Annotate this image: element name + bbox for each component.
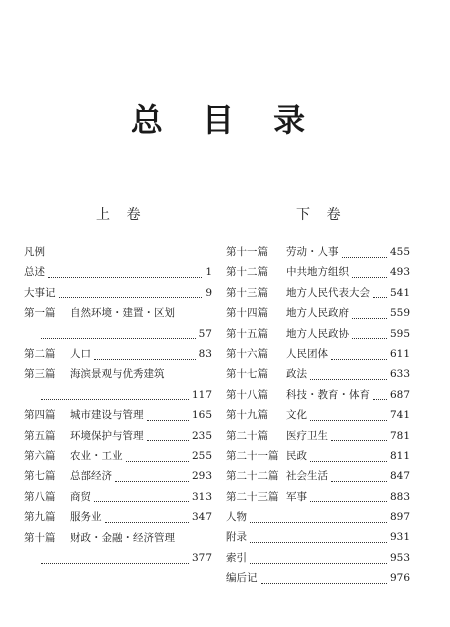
lower-volume-heading: 下 卷 [296, 207, 347, 223]
toc-chapter-title: 社会生活 [286, 470, 328, 483]
toc-entry[interactable] [226, 527, 410, 547]
toc-chapter-number: 第七篇 [24, 470, 56, 483]
toc-chapter-number: 第十四篇 [226, 307, 268, 320]
toc-entry[interactable] [226, 426, 410, 446]
toc-leader-dots [342, 251, 387, 258]
toc-leader-dots [310, 455, 387, 462]
toc-entry[interactable] [24, 242, 212, 262]
toc-chapter-number: 第十九篇 [226, 409, 268, 422]
toc-chapter-title: 劳动・人事 [286, 246, 339, 258]
toc-entry[interactable] [226, 344, 410, 364]
toc-leader-dots [373, 393, 387, 400]
toc-leader-dots [48, 271, 202, 278]
toc-leader-dots [352, 312, 387, 319]
toc-chapter-title: 财政・金融・经济管理 [70, 531, 175, 544]
toc-chapter-title: 附录 [226, 531, 247, 544]
toc-leader-dots [310, 373, 387, 380]
toc-page-number: 541 [389, 286, 410, 299]
toc-chapter-number: 第二十篇 [226, 429, 268, 442]
toc-page-number: 377 [191, 551, 212, 564]
toc-leader-dots [105, 516, 189, 523]
toc-entry[interactable] [226, 324, 410, 344]
toc-chapter-title: 编后记 [226, 572, 258, 585]
toc-page-number: 953 [389, 551, 410, 564]
toc-entry[interactable] [24, 405, 212, 425]
toc-page-number: 611 [389, 347, 410, 360]
toc-entry[interactable] [24, 446, 212, 466]
toc-leader-dots [261, 577, 387, 584]
upper-volume-toc [24, 242, 212, 568]
toc-chapter-title: 农业・工业 [70, 449, 123, 462]
toc-entry[interactable] [226, 487, 410, 507]
toc-leader-dots [331, 434, 387, 441]
toc-entry[interactable] [226, 568, 410, 588]
toc-entry[interactable] [24, 283, 212, 303]
toc-leader-dots [41, 393, 189, 400]
toc-page-number: 811 [389, 449, 410, 462]
toc-chapter-number: 第十二篇 [226, 266, 268, 279]
toc-chapter-title: 人口 [70, 347, 91, 360]
toc-chapter-title: 文化 [286, 409, 307, 422]
toc-entry[interactable] [226, 548, 410, 568]
toc-page-number: 931 [389, 531, 410, 544]
toc-chapter-title: 总述 [24, 266, 45, 279]
toc-chapter-number: 第八篇 [24, 490, 56, 503]
toc-chapter-title: 商贸 [70, 490, 91, 503]
toc-chapter-number: 第一篇 [24, 307, 56, 320]
toc-chapter-title: 大事记 [24, 286, 56, 299]
toc-leader-dots [94, 495, 189, 502]
toc-leader-dots [352, 271, 387, 278]
toc-entry[interactable] [226, 283, 410, 303]
toc-leader-dots [373, 291, 387, 298]
toc-page-number: 493 [389, 266, 410, 279]
toc-chapter-title: 政法 [286, 368, 307, 381]
toc-entry[interactable] [226, 466, 410, 486]
toc-chapter-number: 第二十三篇 [226, 490, 279, 503]
toc-page-number: 633 [389, 368, 410, 381]
toc-leader-dots [331, 475, 387, 482]
toc-page-number: 595 [389, 327, 410, 340]
toc-page-number: 293 [191, 470, 212, 483]
toc-chapter-number: 第二篇 [24, 347, 56, 360]
toc-page-number: 741 [389, 409, 410, 422]
toc-entry[interactable] [24, 303, 212, 344]
toc-chapter-number: 第二十一篇 [226, 449, 279, 462]
toc-leader-dots [147, 414, 189, 421]
toc-page-number: 9 [205, 286, 212, 299]
toc-entry[interactable] [226, 446, 410, 466]
toc-page-number: 165 [191, 409, 212, 422]
toc-leader-dots [310, 495, 387, 502]
toc-entry[interactable] [24, 507, 212, 527]
toc-page-number: 347 [191, 511, 212, 524]
toc-entry-line [24, 364, 212, 384]
toc-leader-dots [250, 536, 387, 543]
toc-entry[interactable] [226, 364, 410, 384]
toc-leader-dots [59, 291, 203, 298]
toc-chapter-title: 医疗卫生 [286, 429, 328, 442]
toc-page-number: 117 [191, 388, 212, 401]
toc-chapter-title: 地方人民政协 [286, 327, 349, 340]
toc-entry-line [24, 528, 212, 548]
toc-entry[interactable] [24, 466, 212, 486]
toc-chapter-title: 地方人民代表大会 [286, 286, 370, 299]
toc-entry[interactable] [226, 242, 410, 262]
toc-leader-dots [126, 455, 189, 462]
toc-page-number: 883 [389, 490, 410, 503]
toc-chapter-number: 第十五篇 [226, 327, 268, 340]
toc-chapter-title: 总部经济 [70, 470, 112, 483]
toc-chapter-number: 第十八篇 [226, 388, 268, 401]
upper-volume-heading: 上 卷 [96, 207, 147, 223]
toc-leader-dots [331, 353, 387, 360]
toc-leader-dots [250, 557, 387, 564]
toc-page-number: 687 [389, 388, 410, 401]
toc-page-number: 235 [191, 429, 212, 442]
toc-page-number: 313 [191, 490, 212, 503]
toc-page-number: 83 [198, 347, 212, 360]
toc-chapter-number: 第四篇 [24, 409, 56, 422]
toc-entry[interactable] [226, 262, 410, 282]
toc-entry[interactable] [226, 303, 410, 323]
toc-entry-line [24, 548, 212, 568]
toc-chapter-title: 城市建设与管理 [70, 409, 144, 422]
toc-chapter-title: 人民团体 [286, 347, 328, 360]
toc-page-number: 781 [389, 429, 410, 442]
toc-entry[interactable] [24, 528, 212, 569]
toc-chapter-number: 第三篇 [24, 368, 56, 381]
toc-entry[interactable] [24, 487, 212, 507]
toc-page-number: 897 [389, 511, 410, 524]
toc-chapter-title: 环境保护与管理 [70, 429, 144, 442]
toc-chapter-number: 第十七篇 [226, 368, 268, 381]
toc-entry-line [24, 324, 212, 344]
toc-leader-dots [250, 516, 387, 523]
lower-volume-toc [226, 242, 410, 589]
toc-chapter-title: 自然环境・建置・区划 [70, 307, 175, 320]
page-title: 总 目 录 [130, 101, 320, 139]
toc-leader-dots [147, 434, 189, 441]
toc-chapter-number: 第二十二篇 [226, 470, 279, 483]
toc-chapter-number: 第十六篇 [226, 347, 268, 360]
toc-chapter-title: 中共地方组织 [286, 266, 349, 279]
toc-chapter-title: 地方人民政府 [286, 307, 349, 320]
toc-chapter-number: 第十一篇 [226, 246, 268, 258]
toc-page-number: 1 [205, 266, 212, 279]
toc-chapter-number: 第十三篇 [226, 286, 268, 299]
toc-chapter-title: 海滨景观与优秀建筑 [70, 368, 165, 381]
toc-page-number: 847 [389, 470, 410, 483]
toc-entry[interactable] [226, 385, 410, 405]
toc-chapter-number: 第六篇 [24, 449, 56, 462]
toc-page-number: 455 [389, 246, 410, 258]
toc-chapter-title: 索引 [226, 551, 247, 564]
toc-entry[interactable] [24, 262, 212, 282]
toc-page-number: 57 [198, 327, 212, 340]
toc-chapter-title: 科技・教育・体育 [286, 388, 370, 401]
toc-chapter-number: 第九篇 [24, 511, 56, 524]
toc-leader-dots [41, 557, 189, 564]
toc-entry[interactable] [226, 405, 410, 425]
toc-leader-dots [115, 475, 189, 482]
toc-leader-dots [41, 332, 196, 339]
toc-leader-dots [352, 332, 387, 339]
toc-page-number: 976 [389, 572, 410, 585]
toc-chapter-title: 凡例 [24, 246, 45, 258]
toc-chapter-title: 民政 [286, 449, 307, 462]
toc-entry-line [24, 385, 212, 405]
toc-chapter-title: 军事 [286, 490, 307, 503]
toc-entry[interactable] [226, 507, 410, 527]
toc-chapter-number: 第五篇 [24, 429, 56, 442]
toc-entry[interactable] [24, 364, 212, 405]
toc-entry[interactable] [24, 426, 212, 446]
toc-leader-dots [310, 414, 387, 421]
toc-chapter-title: 服务业 [70, 511, 102, 524]
toc-chapter-number: 第十篇 [24, 531, 56, 544]
toc-chapter-title: 人物 [226, 511, 247, 524]
toc-leader-dots [94, 353, 196, 360]
toc-entry[interactable] [24, 344, 212, 364]
toc-page-number: 559 [389, 307, 410, 320]
toc-page-number: 255 [191, 449, 212, 462]
toc-entry-line [24, 303, 212, 323]
